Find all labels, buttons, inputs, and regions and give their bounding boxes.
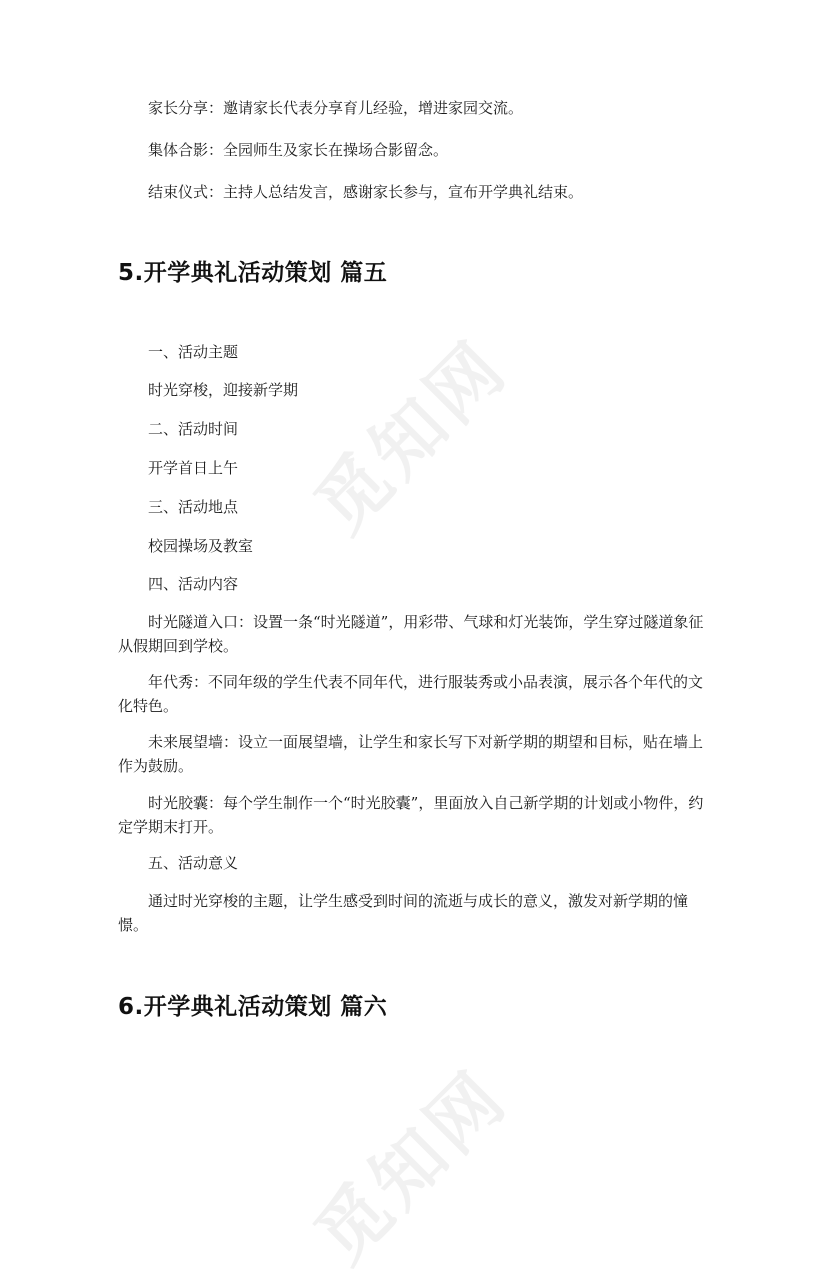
meaning-label: 五、活动意义 (148, 854, 239, 872)
content-item-era-show: 年代秀：不同年级的学生代表不同年代，进行服装秀或小品表演，展示各个年代的文化特色。 (118, 673, 704, 715)
section-6-heading: 6.开学典礼活动策划 篇六 (118, 994, 388, 1020)
content-item-time-capsule: 时光胶囊：每个学生制作一个“时光胶囊”，里面放入自己新学期的计划或小物件，约定学期末打开。 (118, 794, 704, 836)
section-5-heading: 5.开学典礼活动策划 篇五 (118, 260, 388, 286)
watermark: 觅知网 (298, 323, 524, 549)
theme-value: 时光穿梭，迎接新学期 (148, 381, 299, 399)
paragraph-group-photo: 集体合影：全园师生及家长在操场合影留念。 (148, 141, 449, 159)
paragraph-parent-sharing: 家长分享：邀请家长代表分享育儿经验，增进家园交流。 (148, 99, 524, 117)
content-item-time-tunnel: 时光隧道入口：设置一条“时光隧道”，用彩带、气球和灯光装饰，学生穿过隧道象征从假期回到学校。 (118, 613, 704, 655)
content-label: 四、活动内容 (148, 575, 239, 593)
time-value: 开学首日上午 (148, 459, 239, 477)
theme-label: 一、活动主题 (148, 343, 239, 361)
content-item-future-wall: 未来展望墙：设立一面展望墙，让学生和家长写下对新学期的期望和目标，贴在墙上作为鼓励。 (118, 733, 704, 775)
place-value: 校园操场及教室 (148, 537, 254, 555)
meaning-value: 通过时光穿梭的主题，让学生感受到时间的流逝与成长的意义，激发对新学期的憧憬。 (118, 892, 689, 934)
paragraph-closing-ceremony: 结束仪式：主持人总结发言，感谢家长参与，宣布开学典礼结束。 (148, 183, 584, 201)
watermark: 觅知网 (298, 1053, 524, 1279)
time-label: 二、活动时间 (148, 420, 239, 438)
place-label: 三、活动地点 (148, 498, 239, 516)
